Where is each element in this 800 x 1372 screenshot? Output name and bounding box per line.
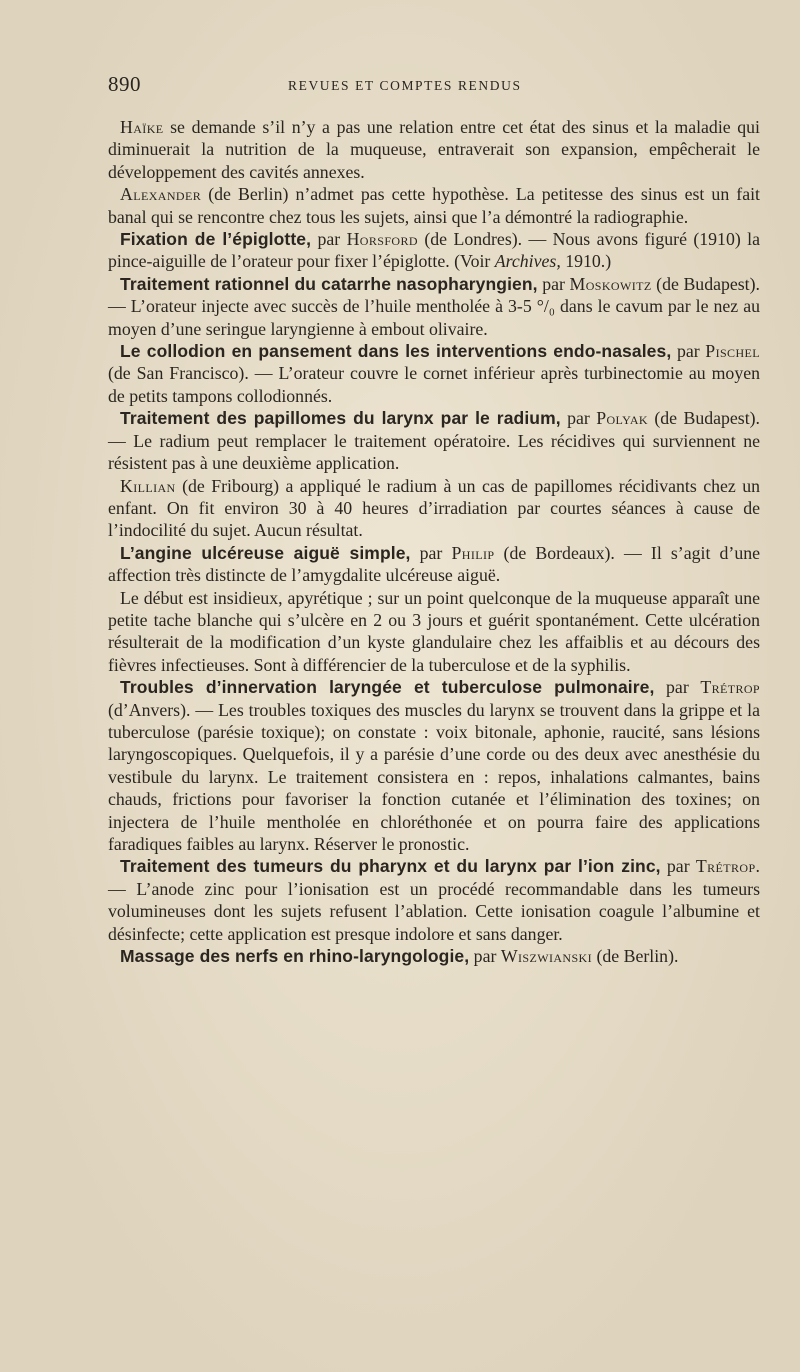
running-title: REVUES ET COMPTES RENDUS: [288, 78, 522, 93]
section-title: Traitement des tumeurs du pharynx et du larynx par l’ion zinc,: [120, 856, 661, 877]
section-title: Le collodion en pansement dans les interventions endo-nasales,: [120, 341, 672, 362]
paragraph-text: (de Berlin) n’admet pas cette hypothèse. La petitesse des sinus est un fait banal qui se rencontre chez tous les sujets, ainsi que l’a démontré la radiographie.: [108, 184, 760, 227]
section-title: L’angine ulcéreuse aiguë simple,: [120, 542, 411, 563]
paragraph-collodion: [108, 340, 760, 407]
paragraph-alexander: [108, 183, 760, 228]
paragraph-catarrhe: [108, 273, 760, 340]
by-word: par: [671, 341, 706, 362]
by-word: par: [311, 229, 347, 250]
paragraph-haike: [108, 116, 760, 183]
by-word: par: [654, 677, 701, 698]
paragraph-troubles-innervation: [108, 676, 760, 855]
paragraph-ion-zinc: [108, 855, 760, 945]
author-name: Pischel: [705, 341, 760, 362]
author-name: Alexander: [120, 184, 202, 205]
paragraph-text: (de Budapest). — Le radium peut remplacer le traitement opératoire. Les récidives qui surviennent ne résistent pas à une deuxième application.: [108, 408, 760, 474]
section-title: Traitement rationnel du catarrhe nasopharyngien,: [120, 273, 538, 294]
section-title: Fixation de l’épiglotte,: [120, 229, 312, 250]
paragraph-angine-debut: [108, 587, 760, 677]
paragraph-fixation-epiglotte: [108, 228, 760, 273]
author-name: Wiszwianski: [500, 946, 593, 967]
page-number: 890: [108, 72, 141, 96]
paragraph-text: (de Berlin).: [592, 946, 679, 967]
article-body: [108, 116, 760, 967]
paragraph-text: se demande s’il n’y a pas une relation entre cet état des sinus et la maladie qui diminuerait la nutrition de la muqueuse, entraverait son expansion, empêcherait le développement des cavités annexes.: [108, 117, 760, 182]
paragraph-text: Le début est insidieux, apyrétique ; sur un point quelconque de la muqueuse apparaît une petite tache blanche qui s’ulcère en 2 ou 3 jours et guérit spontanément. Cette ulcération résulterait de la modification d’un kyste glandulaire chez les affaiblis et au décours des fièvres infectieuses. Sont à différencier de la tuberculose et de la syphilis.: [108, 587, 760, 675]
by-word: par: [560, 408, 597, 429]
author-name: Killian: [120, 475, 176, 496]
paragraph-text: (de San Francisco). — L’orateur couvre le cornet inférieur après turbinectomie au moyen de petits tampons collodionnés.: [108, 363, 760, 406]
by-word: par: [537, 273, 570, 294]
journal-name: Archives,: [494, 251, 561, 272]
paragraph-massage-nerfs: [108, 945, 760, 967]
author-name: Moskowitz: [569, 273, 652, 294]
section-title: Troubles d’innervation laryngée et tuberculose pulmonaire,: [120, 677, 655, 698]
author-name: Haïke: [120, 117, 164, 137]
by-word: par: [660, 856, 696, 877]
paragraph-text: (d’Anvers). — Les troubles toxiques des muscles du larynx se trouvent dans la grippe et la tuberculose (parésie toxique); on constate : voix bitonale, aphonie, raucité, sans lésions laryngoscopiques. Quelquefois, il y a parésie d’une corde ou des deux avec anesthésie du vestibule du larynx. Le traitement consistera en : repos, inhalations calmantes, bains chauds, frictions pour favoriser la fonction cutanée et l’élimination des toxines; on injectera de l’huile mentholée en chloréthonée et on pourra faire des applications faradiques faibles au larynx. Réserver le pronostic.: [108, 699, 760, 854]
paragraph-text: . — L’anode zinc pour l’ionisation est un procédé recommandable dans les tumeurs volumineuses dont les sujets refusent l’ablation. Cette ionisation coagule l’albumine et désinfecte; cette application est presque indolore et sans danger.: [108, 856, 760, 944]
author-name: Philip: [451, 542, 495, 563]
paragraph-angine: [108, 542, 760, 587]
paragraph-text: (de Fribourg) a appliqué le radium à un cas de papillomes récidivants chez un enfant. On fit environ 30 à 40 heures d’irradiation par courtes séances à cause de l’indocilité du sujet. Aucun résultat.: [108, 475, 760, 541]
author-name: Polyak: [596, 408, 648, 429]
by-word: par: [469, 946, 501, 967]
by-word: par: [410, 542, 452, 563]
paragraph-text: (de Londres). — Nous avons figuré (1910) la pince-aiguille de l’orateur pour fixer l’épiglotte. (Voir: [108, 229, 760, 272]
section-title: Traitement des papillomes du larynx par le radium,: [120, 408, 561, 429]
page-header: [108, 70, 760, 104]
paragraph-text: (de Budapest). — L’orateur injecte avec succès de l’huile mentholée à 3-5 °/₀ dans le cavum par le nez au moyen d’une seringue laryngienne à embout olivaire.: [108, 273, 760, 339]
section-title: Massage des nerfs en rhino-laryngologie,: [120, 946, 470, 967]
author-name: Trétrop: [700, 677, 760, 698]
paragraph-text: (de Bordeaux). — Il s’agit d’une affection très distincte de l’amygdalite ulcéreuse aiguë.: [108, 542, 760, 586]
author-name: Trétrop: [695, 856, 756, 877]
paragraph-text-end: 1910.): [560, 251, 612, 272]
author-name: Horsford: [346, 229, 418, 250]
paragraph-papillomes-radium: [108, 407, 760, 474]
paragraph-killian: [108, 475, 760, 542]
